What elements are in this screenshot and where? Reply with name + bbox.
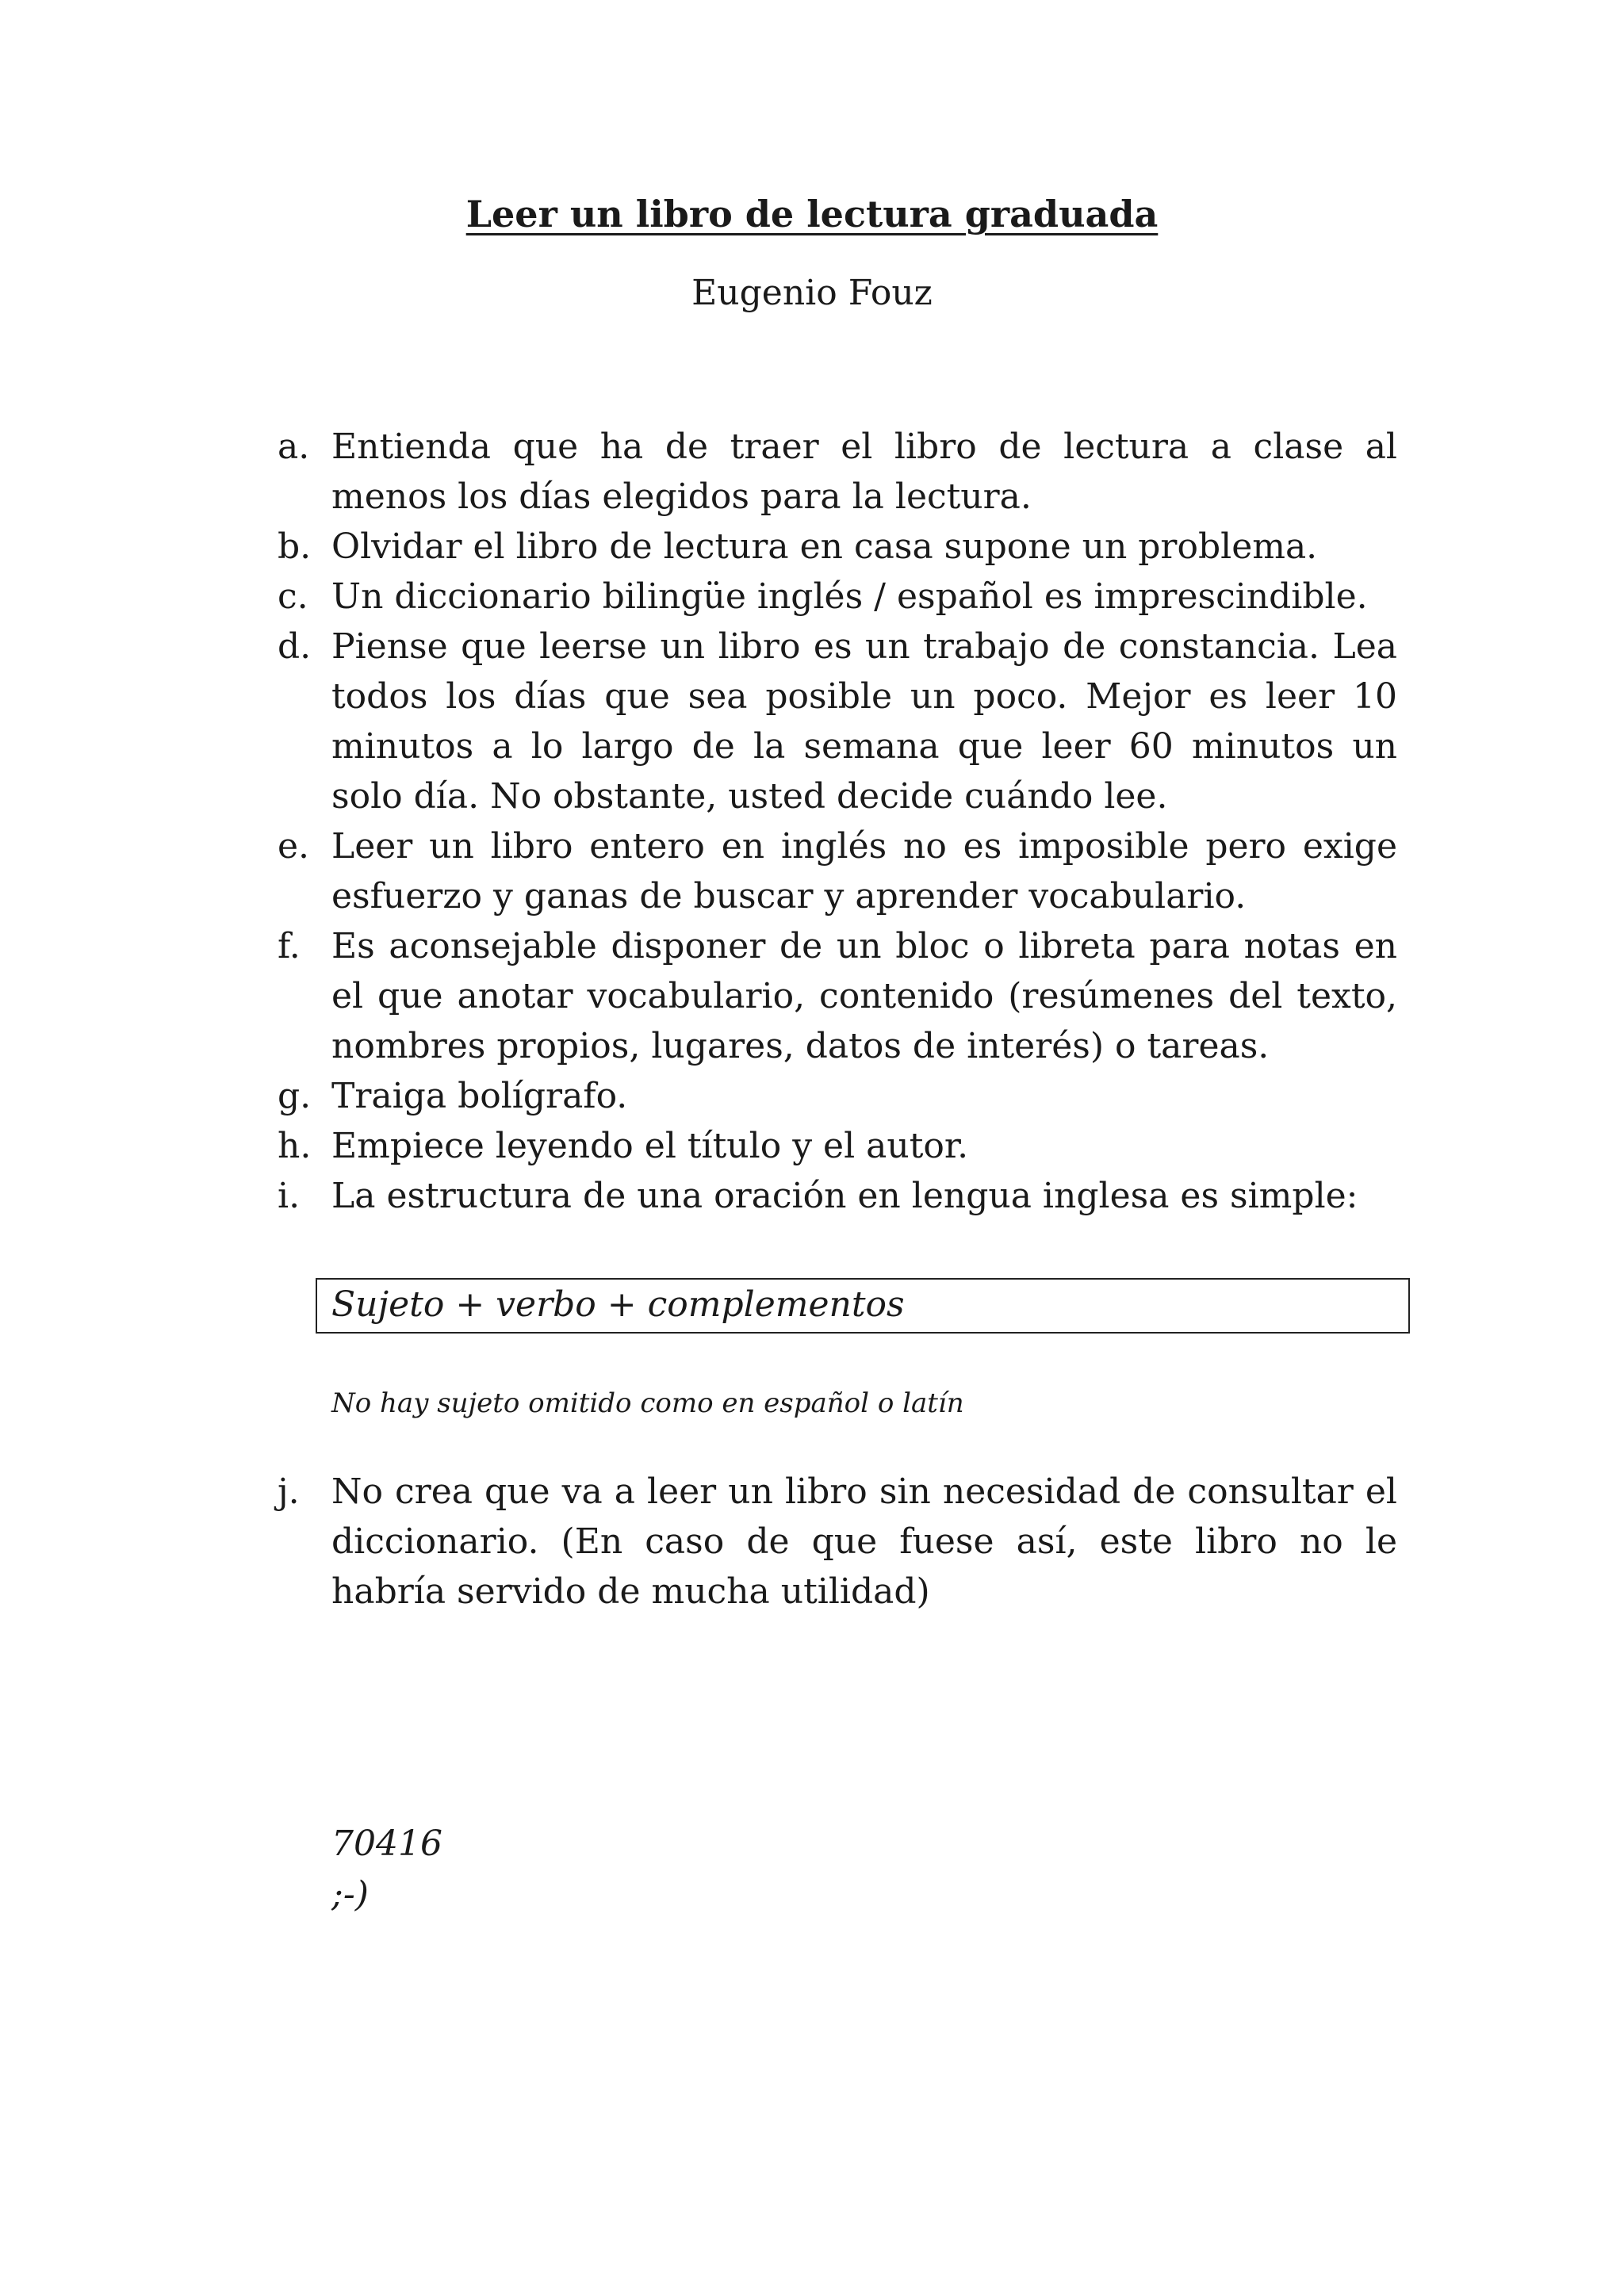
signature-block	[331, 1819, 442, 1920]
document-title: Leer un libro de lectura graduada	[465, 193, 1159, 235]
list-item	[278, 1071, 1397, 1121]
sentence-structure-box: Sujeto + verbo + complementos	[316, 1278, 1410, 1334]
structure-note: No hay sujeto omitido como en español o latín	[331, 1387, 964, 1419]
list-item-marker: c.	[278, 576, 308, 617]
list-item	[278, 1171, 1397, 1221]
list-item-text: Es aconsejable disponer de un bloc o libreta para notas en el que anotar vocabulario, contenido (resúmenes del texto, nombres propios, lugares, datos de interés) o tareas.	[331, 926, 1397, 1066]
advice-list-continued	[278, 1467, 1397, 1617]
list-item-marker: a.	[278, 427, 310, 467]
list-item-marker: b.	[278, 526, 312, 567]
list-item-marker: f.	[278, 926, 301, 966]
signature-number: 70416	[331, 1823, 442, 1864]
list-item	[278, 572, 1397, 622]
list-item	[278, 522, 1397, 572]
list-item	[278, 422, 1397, 522]
list-item	[278, 921, 1397, 1071]
list-item-marker: i.	[278, 1176, 301, 1216]
list-item-text: La estructura de una oración en lengua inglesa es simple:	[331, 1176, 1358, 1216]
list-item	[278, 821, 1397, 921]
document-author: Eugenio Fouz	[691, 273, 933, 313]
list-item-marker: e.	[278, 826, 310, 867]
list-item-marker: h.	[278, 1126, 312, 1166]
list-item-text: No crea que va a leer un libro sin necesidad de consultar el diccionario. (En caso de que fuese así, este libro no le habría servido de mucha utilidad)	[331, 1471, 1397, 1612]
list-item	[278, 1467, 1397, 1617]
signature-emoticon: ;-)	[331, 1874, 369, 1915]
list-item-text: Piense que leerse un libro es un trabajo de constancia. Lea todos los días que sea posible un poco. Mejor es leer 10 minutos a lo largo de la semana que leer 60 minutos un solo día. No obstante, usted decide cuándo lee.	[331, 626, 1397, 817]
list-item-marker: g.	[278, 1076, 312, 1116]
list-item-text: Traiga bolígrafo.	[331, 1076, 628, 1116]
list-item	[278, 1121, 1397, 1171]
list-item-text: Un diccionario bilingüe inglés / español es imprescindible.	[331, 576, 1368, 617]
list-item-text: Olvidar el libro de lectura en casa supone un problema.	[331, 526, 1318, 567]
list-item-text: Leer un libro entero en inglés no es imposible pero exige esfuerzo y ganas de buscar y aprender vocabulario.	[331, 826, 1397, 916]
advice-list	[278, 422, 1397, 1221]
list-item-text: Entienda que ha de traer el libro de lectura a clase al menos los días elegidos para la lectura.	[331, 427, 1397, 517]
list-item-marker: d.	[278, 626, 312, 667]
list-item-text: Empiece leyendo el título y el autor.	[331, 1126, 969, 1166]
list-item-marker: j.	[278, 1471, 300, 1512]
list-item	[278, 622, 1397, 821]
